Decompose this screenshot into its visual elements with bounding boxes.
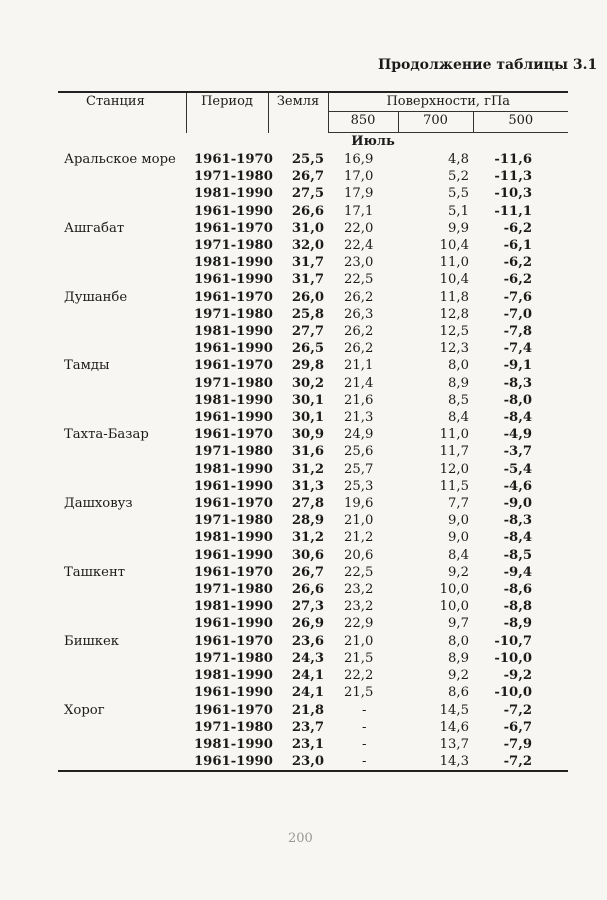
table-row [58, 736, 568, 753]
temp-500-cell: -8,4 [503, 530, 532, 546]
period-cell: 1961-1990 [194, 410, 273, 426]
period-cell: 1961-1970 [194, 496, 273, 512]
period-cell: 1981-1990 [194, 392, 273, 408]
ground-temp-cell: 32,0 [291, 238, 324, 254]
temp-500-cell: -11,1 [494, 203, 532, 219]
period-cell: 1961-1990 [194, 203, 273, 219]
temp-500-cell: -7,6 [503, 289, 532, 305]
temp-500-cell: -8,6 [503, 582, 532, 598]
temp-500-cell: -10,7 [494, 633, 532, 649]
temp-850-cell: 26,2 [344, 289, 374, 305]
ground-temp-cell: 23,1 [291, 736, 324, 752]
temp-700-cell: 9,2 [448, 564, 469, 580]
table-row [58, 478, 568, 495]
temp-850-cell: 22,9 [344, 616, 374, 632]
table-row [58, 598, 568, 615]
ground-temp-cell: 31,3 [291, 478, 324, 494]
temp-500-cell: -6,2 [503, 220, 532, 236]
period-cell: 1981-1990 [194, 599, 273, 615]
table-row [58, 719, 568, 736]
temp-500-cell: -6,1 [503, 238, 532, 254]
table-row [58, 547, 568, 564]
temp-700-cell: 11,0 [439, 427, 469, 443]
table-row [58, 289, 568, 306]
temp-850-cell: 20,6 [344, 547, 374, 563]
period-cell: 1961-1970 [194, 427, 273, 443]
station-cell [58, 719, 186, 736]
ground-temp-cell: 24,1 [291, 685, 324, 701]
temp-700-cell: 8,6 [448, 685, 469, 701]
period-cell: 1961-1970 [194, 564, 273, 580]
station-cell [58, 650, 186, 667]
station-cell [58, 581, 186, 598]
temp-850-cell: 22,4 [344, 238, 374, 254]
station-cell [58, 237, 186, 254]
station-cell [58, 736, 186, 753]
table-row [58, 633, 568, 650]
period-cell: 1981-1990 [194, 255, 273, 271]
temp-500-cell: -8,0 [503, 392, 532, 408]
header-level-700: 700 [398, 112, 473, 133]
station-cell [58, 185, 186, 202]
table-row [58, 512, 568, 529]
station-cell: Ашгабат [64, 220, 125, 236]
station-cell: Бишкек [64, 633, 120, 649]
temp-850-cell: 19,6 [344, 496, 374, 512]
table-row [58, 443, 568, 460]
temp-700-cell: 10,0 [439, 582, 469, 598]
table-row [58, 495, 568, 512]
temp-500-cell: -9,0 [503, 496, 532, 512]
period-cell: 1981-1990 [194, 736, 273, 752]
temp-700-cell: 10,4 [439, 272, 469, 288]
temp-500-cell: -4,9 [503, 427, 532, 443]
station-cell [58, 392, 186, 409]
station-cell [58, 753, 186, 771]
period-cell: 1971-1980 [194, 238, 273, 254]
table-row [58, 271, 568, 288]
ground-temp-cell: 30,1 [291, 410, 324, 426]
temp-500-cell: -11,6 [494, 152, 532, 167]
station-cell [58, 684, 186, 701]
station-cell [58, 409, 186, 426]
ground-temp-cell: 27,5 [291, 186, 324, 202]
temp-500-cell: -10,0 [494, 685, 532, 701]
temp-500-cell: -10,3 [494, 186, 532, 202]
ground-temp-cell: 26,0 [291, 289, 324, 305]
period-cell: 1971-1980 [194, 444, 273, 460]
table-row [58, 323, 568, 340]
ground-temp-cell: 26,5 [291, 341, 324, 357]
period-cell: 1961-1970 [194, 152, 273, 167]
temp-700-cell: 12,8 [439, 306, 469, 322]
period-cell: 1961-1990 [194, 685, 273, 701]
ground-temp-cell: 31,2 [291, 530, 324, 546]
station-cell [58, 271, 186, 288]
table-row [58, 529, 568, 546]
station-cell [58, 443, 186, 460]
temperature-table [58, 91, 568, 772]
ground-temp-cell: 27,7 [291, 324, 324, 340]
temp-700-cell: 8,9 [448, 650, 469, 666]
station-cell [58, 375, 186, 392]
temp-850-cell: 22,2 [344, 668, 374, 684]
temp-500-cell: -7,4 [503, 341, 532, 357]
station-cell [58, 598, 186, 615]
temp-700-cell: 9,2 [448, 668, 469, 684]
temp-500-cell: -9,2 [503, 668, 532, 684]
temp-850-cell: 16,9 [344, 152, 374, 167]
period-cell: 1961-1970 [194, 633, 273, 649]
period-cell: 1971-1980 [194, 375, 273, 391]
temp-700-cell: 8,4 [448, 547, 469, 563]
temp-850-cell: 26,2 [344, 324, 374, 340]
temp-700-cell: 8,0 [448, 358, 469, 374]
ground-temp-cell: 21,8 [291, 702, 324, 718]
period-cell: 1981-1990 [194, 324, 273, 340]
header-period: Период [186, 92, 268, 133]
ground-temp-cell: 27,8 [291, 496, 324, 512]
temp-500-cell: -5,4 [503, 461, 532, 477]
temp-850-cell: 17,0 [344, 169, 374, 185]
temp-500-cell: -7,2 [473, 753, 568, 771]
temp-500-cell: -6,2 [503, 255, 532, 271]
table-row [58, 581, 568, 598]
station-cell: Ташкент [64, 564, 126, 580]
temp-700-cell: 12,3 [439, 341, 469, 357]
table-row [58, 650, 568, 667]
ground-temp-cell: 26,9 [291, 616, 324, 632]
temp-700-cell: 14,5 [439, 702, 469, 718]
temp-850-cell: - [328, 753, 398, 771]
ground-temp-cell: 30,9 [291, 427, 324, 443]
ground-temp-cell: 26,7 [291, 564, 324, 580]
temp-700-cell: 8,0 [448, 633, 469, 649]
header-level-850: 850 [328, 112, 398, 133]
period-cell: 1961-1990 [186, 753, 268, 771]
temp-500-cell: -10,0 [494, 650, 532, 666]
temp-500-cell: -8,9 [503, 616, 532, 632]
ground-temp-cell: 30,1 [291, 392, 324, 408]
temp-500-cell: -7,0 [503, 306, 532, 322]
period-cell: 1971-1980 [194, 169, 273, 185]
temp-500-cell: -7,9 [503, 736, 532, 752]
temp-500-cell: -7,8 [503, 324, 532, 340]
temp-700-cell: 9,0 [448, 513, 469, 529]
period-cell: 1971-1980 [194, 650, 273, 666]
station-cell: Хорог [64, 702, 105, 718]
temp-500-cell: -6,2 [503, 272, 532, 288]
period-cell: 1971-1980 [194, 513, 273, 529]
ground-temp-cell: 23,7 [291, 719, 324, 735]
temp-700-cell: 12,0 [439, 461, 469, 477]
period-cell: 1961-1990 [194, 272, 273, 288]
ground-temp-cell: 31,2 [291, 461, 324, 477]
temp-500-cell: -8,4 [503, 410, 532, 426]
temp-850-cell: 21,1 [344, 358, 374, 374]
table-row [58, 564, 568, 581]
table-row [58, 684, 568, 701]
temp-700-cell: 8,9 [448, 375, 469, 391]
header-level-500: 500 [473, 112, 568, 133]
table-row [58, 220, 568, 237]
temp-700-cell: 13,7 [439, 736, 469, 752]
temp-700-cell: 5,5 [448, 186, 469, 202]
temp-850-cell: 21,6 [344, 392, 374, 408]
table-row [58, 203, 568, 220]
temp-700-cell: 9,0 [448, 530, 469, 546]
station-cell: Душанбе [64, 289, 128, 305]
station-cell [58, 547, 186, 564]
header-ground: Земля [268, 92, 328, 133]
temp-500-cell: -3,7 [503, 444, 532, 460]
temp-500-cell: -11,3 [494, 169, 532, 185]
station-cell [58, 203, 186, 220]
temp-850-cell: 25,3 [344, 478, 374, 494]
table-row [58, 461, 568, 478]
period-cell: 1971-1980 [194, 582, 273, 598]
station-cell [58, 478, 186, 495]
temp-700-cell: 10,0 [439, 599, 469, 615]
ground-temp-cell: 25,5 [291, 152, 324, 167]
temp-700-cell: 4,8 [448, 152, 469, 167]
table-caption: Продолжение таблицы 3.1 [378, 57, 598, 73]
ground-temp-cell: 26,6 [291, 582, 324, 598]
month-label: Июль [351, 134, 395, 150]
temp-850-cell: 22,5 [344, 564, 374, 580]
temp-700-cell: 11,5 [439, 478, 469, 494]
ground-temp-cell: 23,6 [291, 633, 324, 649]
temp-700-cell: 12,5 [439, 324, 469, 340]
temp-850-cell: 21,2 [344, 530, 374, 546]
header-station: Станция [58, 92, 186, 133]
table-row [58, 702, 568, 719]
period-cell: 1961-1970 [194, 702, 273, 718]
station-cell: Дашховуз [64, 496, 133, 512]
station-cell [58, 340, 186, 357]
temp-850-cell: 25,7 [344, 461, 374, 477]
temp-700-cell: 5,1 [448, 203, 469, 219]
temp-700-cell: 11,8 [439, 289, 469, 305]
ground-temp-cell: 30,6 [291, 547, 324, 563]
temp-700-cell: 7,7 [448, 496, 469, 512]
temp-850-cell: 17,9 [344, 186, 374, 202]
ground-temp-cell: 31,0 [291, 220, 324, 236]
ground-temp-cell: 25,8 [291, 306, 324, 322]
temp-700-cell: 14,6 [439, 719, 469, 735]
table-row [58, 185, 568, 202]
temp-700-cell: 9,9 [448, 220, 469, 236]
temp-850-cell: 21,5 [344, 685, 374, 701]
temp-850-cell: 23,0 [344, 255, 374, 271]
period-cell: 1981-1990 [194, 461, 273, 477]
period-cell: 1981-1990 [194, 668, 273, 684]
period-cell: 1961-1990 [194, 478, 273, 494]
temp-850-cell: - [362, 736, 367, 752]
period-cell: 1961-1990 [194, 341, 273, 357]
ground-temp-cell: 31,7 [291, 255, 324, 271]
ground-temp-cell: 26,7 [291, 169, 324, 185]
period-cell: 1961-1990 [194, 616, 273, 632]
temp-850-cell: 24,9 [344, 427, 374, 443]
temp-500-cell: -4,6 [503, 478, 532, 494]
temp-850-cell: 21,3 [344, 410, 374, 426]
station-cell [58, 306, 186, 323]
station-cell [58, 461, 186, 478]
header-surfaces: Поверхности, гПа [328, 92, 568, 112]
temp-850-cell: 26,2 [344, 341, 374, 357]
station-cell [58, 323, 186, 340]
temp-700-cell: 9,7 [448, 616, 469, 632]
temp-850-cell: 17,1 [344, 203, 374, 219]
table-row [58, 667, 568, 684]
temp-850-cell: - [362, 719, 367, 735]
period-cell: 1961-1990 [194, 547, 273, 563]
page-number: 200 [288, 831, 313, 846]
ground-temp-cell: 27,3 [291, 599, 324, 615]
temp-850-cell: 21,0 [344, 513, 374, 529]
station-cell: Аральское море [64, 152, 176, 167]
temp-700-cell: 11,7 [439, 444, 469, 460]
ground-temp-cell: 29,8 [291, 358, 324, 374]
station-cell [58, 168, 186, 185]
table-row [58, 340, 568, 357]
temp-850-cell: 23,2 [344, 599, 374, 615]
ground-temp-cell: 31,6 [291, 444, 324, 460]
table-row [58, 357, 568, 374]
temp-850-cell: 25,6 [344, 444, 374, 460]
period-cell: 1961-1970 [194, 358, 273, 374]
ground-temp-cell: 26,6 [291, 203, 324, 219]
station-cell [58, 512, 186, 529]
temp-850-cell: 21,0 [344, 633, 374, 649]
temp-700-cell: 10,4 [439, 238, 469, 254]
table-row [58, 426, 568, 443]
period-cell: 1971-1980 [194, 719, 273, 735]
temp-500-cell: -8,8 [503, 599, 532, 615]
table-row [58, 409, 568, 426]
data-table-container [58, 91, 568, 772]
station-cell [58, 529, 186, 546]
station-cell [58, 615, 186, 632]
temp-850-cell: 21,4 [344, 375, 374, 391]
temp-500-cell: -6,7 [503, 719, 532, 735]
temp-700-cell: 5,2 [448, 169, 469, 185]
period-cell: 1981-1990 [194, 186, 273, 202]
period-cell: 1961-1970 [194, 220, 273, 236]
table-row [58, 151, 568, 168]
table-row [58, 615, 568, 632]
station-cell [58, 254, 186, 271]
table-row [58, 306, 568, 323]
temp-700-cell: 14,3 [398, 753, 473, 771]
temp-850-cell: - [362, 702, 367, 718]
temp-700-cell: 8,4 [448, 410, 469, 426]
ground-temp-cell: 31,7 [291, 272, 324, 288]
table-row [58, 237, 568, 254]
table-row [58, 375, 568, 392]
period-cell: 1971-1980 [194, 306, 273, 322]
temp-700-cell: 11,0 [439, 255, 469, 271]
ground-temp-cell: 23,0 [268, 753, 328, 771]
ground-temp-cell: 30,2 [291, 375, 324, 391]
table-row [58, 753, 568, 771]
ground-temp-cell: 24,3 [291, 650, 324, 666]
temp-500-cell: -9,1 [503, 358, 532, 374]
temp-850-cell: 23,2 [344, 582, 374, 598]
temp-500-cell: -7,2 [503, 702, 532, 718]
temp-850-cell: 22,5 [344, 272, 374, 288]
table-row [58, 392, 568, 409]
table-row [58, 254, 568, 271]
station-cell: Тамды [64, 358, 110, 374]
period-cell: 1981-1990 [194, 530, 273, 546]
table-row [58, 168, 568, 185]
temp-700-cell: 8,5 [448, 392, 469, 408]
ground-temp-cell: 28,9 [291, 513, 324, 529]
ground-temp-cell: 24,1 [291, 668, 324, 684]
temp-500-cell: -8,3 [503, 375, 532, 391]
temp-850-cell: 22,0 [344, 220, 374, 236]
temp-850-cell: 26,3 [344, 306, 374, 322]
period-cell: 1961-1970 [194, 289, 273, 305]
station-cell [58, 667, 186, 684]
station-cell: Тахта-Базар [64, 427, 149, 443]
temp-850-cell: 21,5 [344, 650, 374, 666]
temp-500-cell: -9,4 [503, 564, 532, 580]
temp-500-cell: -8,3 [503, 513, 532, 529]
temp-500-cell: -8,5 [503, 547, 532, 563]
